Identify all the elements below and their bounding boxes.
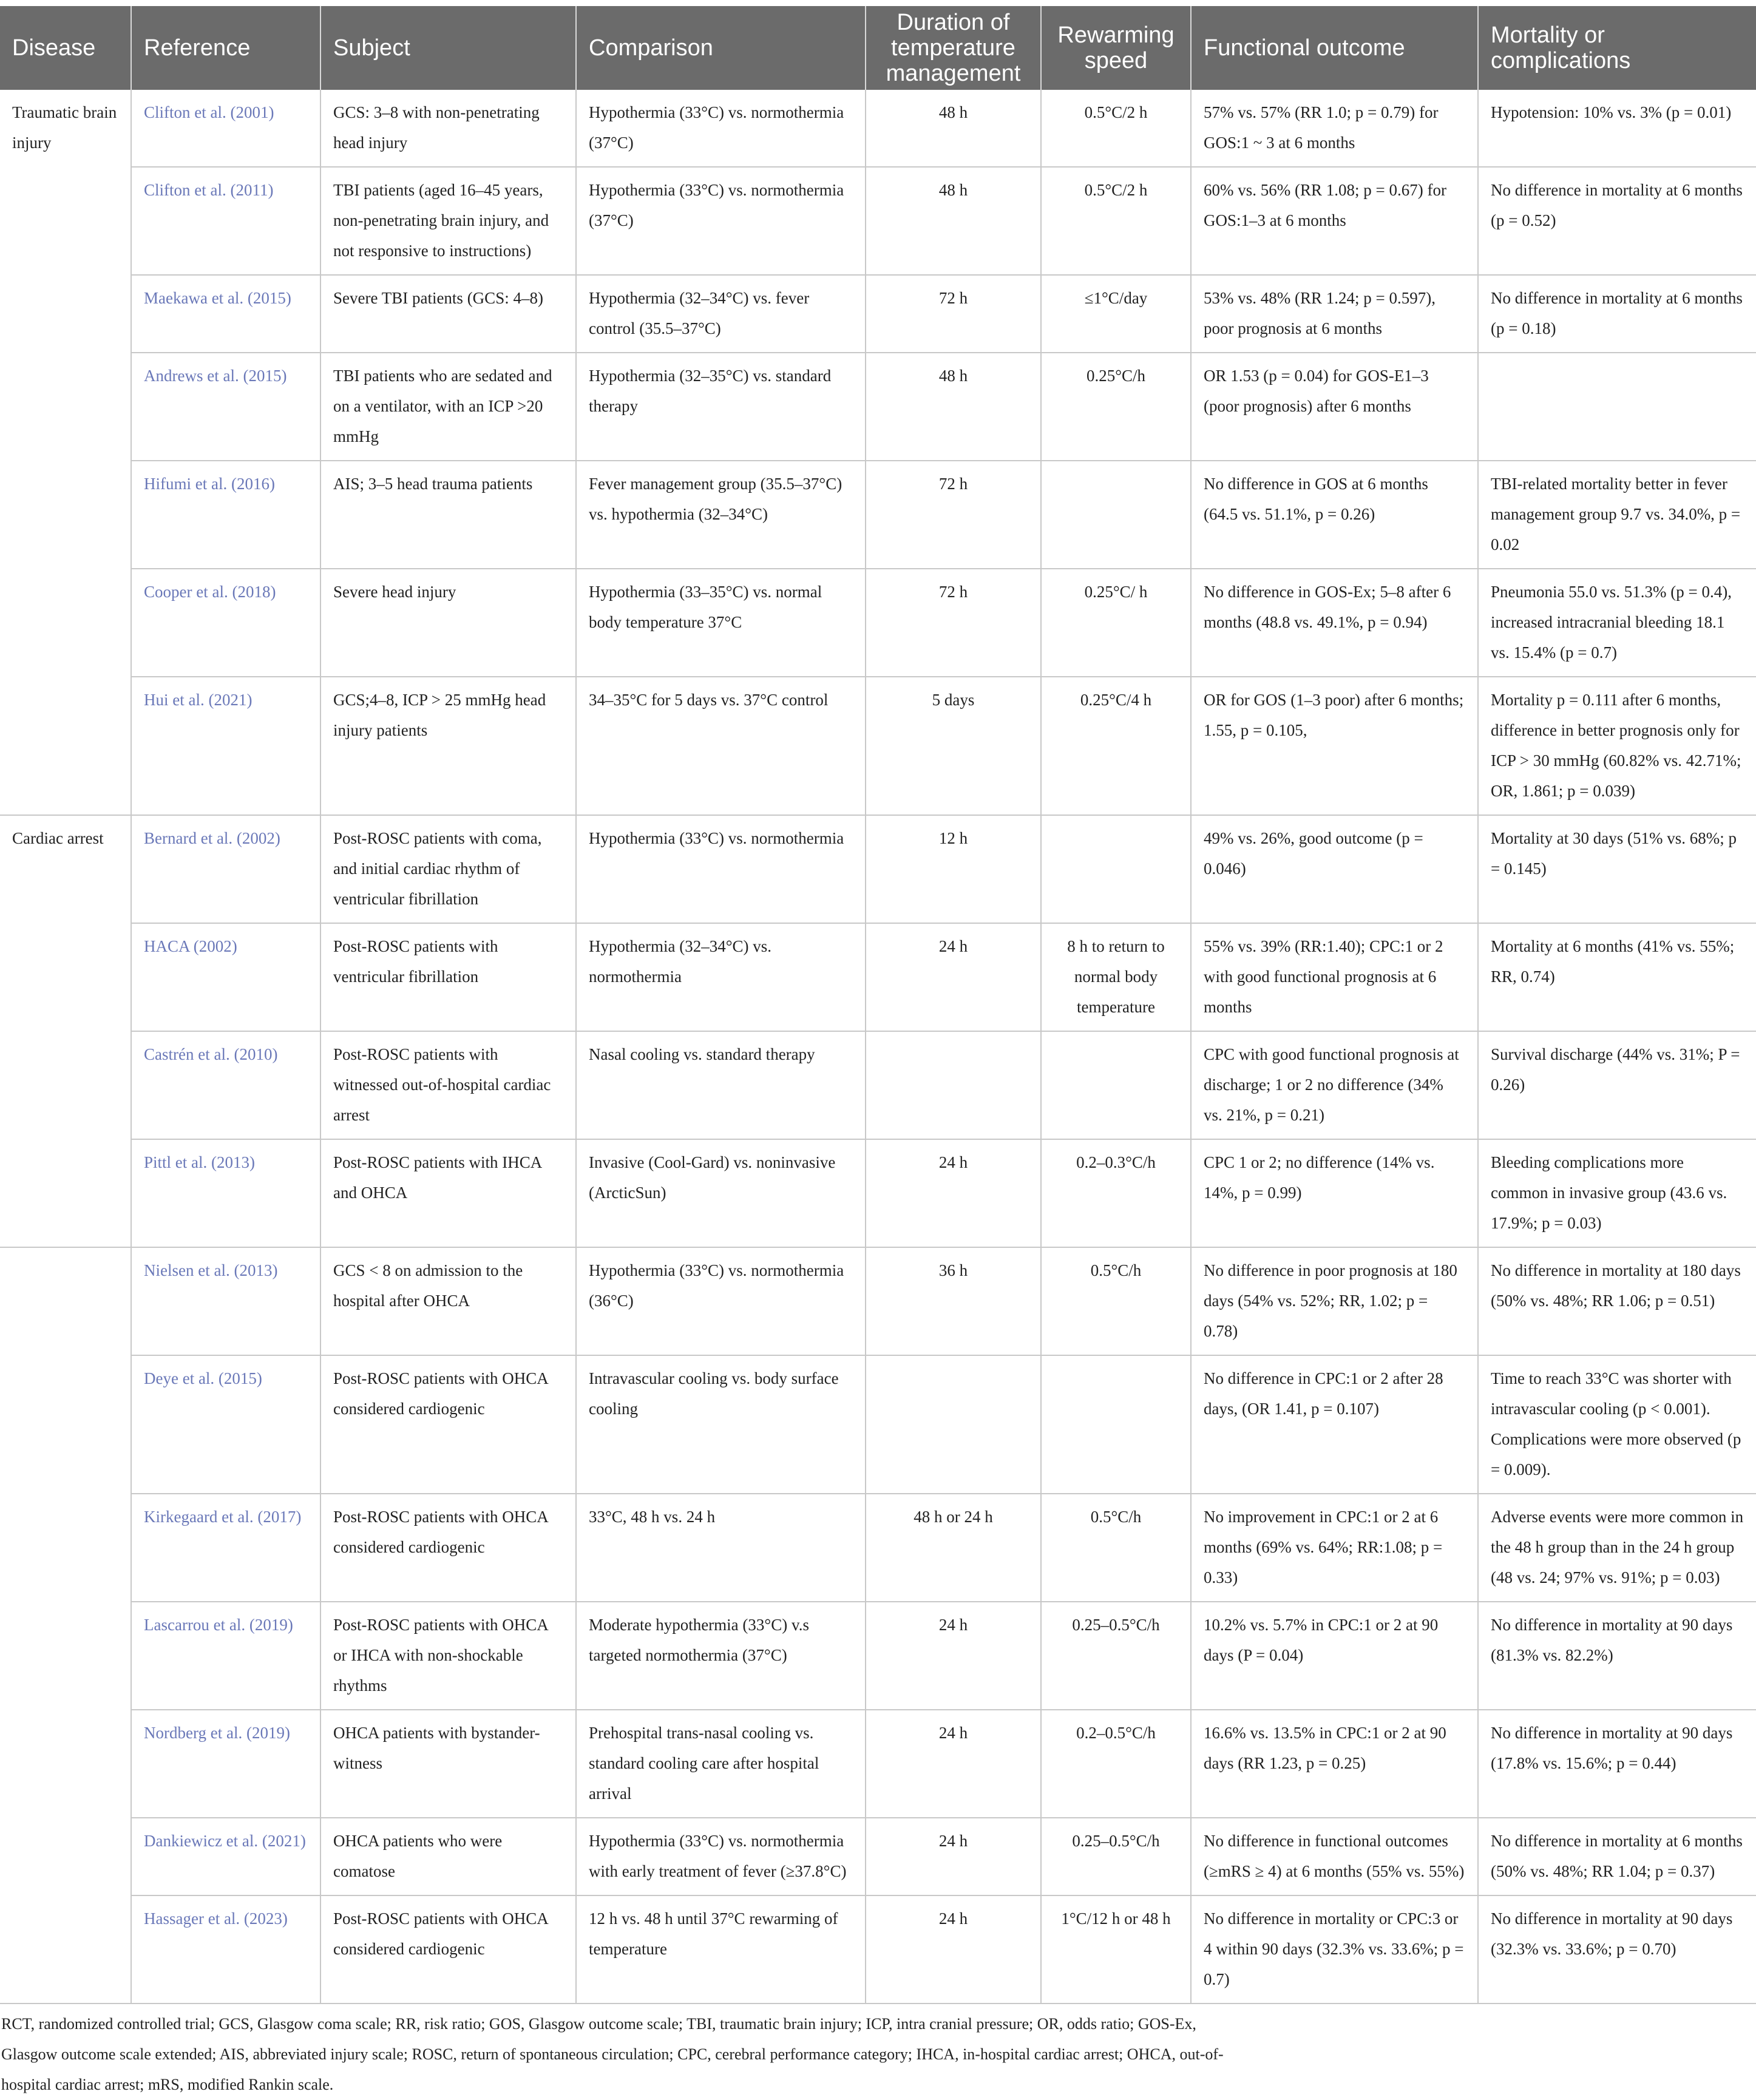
duration-cell: 48 h [866,353,1041,461]
mortality-cell: No difference in mortality at 6 months (p = 0.18) [1478,275,1756,353]
functional-cell: No difference in functional outcomes (≥mRS ≥ 4) at 6 months (55% vs. 55%) [1191,1818,1478,1895]
mortality-cell: Mortality at 6 months (41% vs. 55%; RR, 0.74) [1478,923,1756,1031]
table-row [0,815,1756,923]
functional-cell: No difference in CPC:1 or 2 after 28 days, (OR 1.41, p = 0.107) [1191,1355,1478,1494]
reference-link[interactable]: Hui et al. (2021) [131,677,320,815]
mortality-cell: Mortality p = 0.111 after 6 months, difference in better prognosis only for ICP > 30 mmHg (60.82% vs. 42.71%; OR, 1.861; p = 0.039) [1478,677,1756,815]
table-row [0,275,1756,353]
duration-cell: 72 h [866,275,1041,353]
duration-cell: 24 h [866,1710,1041,1818]
functional-cell: 10.2% vs. 5.7% in CPC:1 or 2 at 90 days (P = 0.04) [1191,1602,1478,1710]
disease-group-tbi: Traumatic brain injury [0,90,131,815]
reference-link[interactable]: Clifton et al. (2011) [131,167,320,275]
rewarming-cell: 0.25°C/ h [1041,569,1191,677]
mortality-cell: Survival discharge (44% vs. 31%; P = 0.26) [1478,1031,1756,1139]
mortality-cell [1478,353,1756,461]
mortality-cell: Mortality at 30 days (51% vs. 68%; p = 0.145) [1478,815,1756,923]
table-row [0,923,1756,1031]
header-duration: Duration of temperature management [866,6,1041,90]
subject-cell: GCS;4–8, ICP > 25 mmHg head injury patients [320,677,576,815]
header-mortality: Mortality or complications [1478,6,1756,90]
duration-cell: 24 h [866,1602,1041,1710]
comparison-cell: Invasive (Cool-Gard) vs. noninvasive (ArcticSun) [576,1139,866,1247]
reference-link[interactable]: Cooper et al. (2018) [131,569,320,677]
mortality-cell: Pneumonia 55.0 vs. 51.3% (p = 0.4), increased intracranial bleeding 18.1 vs. 15.4% (p = 0.7) [1478,569,1756,677]
comparison-cell: 34–35°C for 5 days vs. 37°C control [576,677,866,815]
rewarming-cell: 0.5°C/h [1041,1494,1191,1602]
rewarming-cell: 0.5°C/h [1041,1247,1191,1355]
header-disease: Disease [0,6,131,90]
header-reference: Reference [131,6,320,90]
mortality-cell: No difference in mortality at 90 days (32.3% vs. 33.6%; p = 0.70) [1478,1895,1756,2003]
duration-cell: 24 h [866,1895,1041,2003]
duration-cell [866,1355,1041,1494]
subject-cell: AIS; 3–5 head trauma patients [320,461,576,569]
duration-cell: 72 h [866,461,1041,569]
rewarming-cell: 0.25–0.5°C/h [1041,1818,1191,1895]
rewarming-cell: 1°C/12 h or 48 h [1041,1895,1191,2003]
duration-cell: 48 h [866,167,1041,275]
rewarming-cell: 0.25°C/4 h [1041,677,1191,815]
comparison-cell: Hypothermia (33°C) vs. normothermia (37°C) [576,167,866,275]
rewarming-cell: 0.5°C/2 h [1041,90,1191,167]
functional-cell: No improvement in CPC:1 or 2 at 6 months (69% vs. 64%; RR:1.08; p = 0.33) [1191,1494,1478,1602]
functional-cell: 49% vs. 26%, good outcome (p = 0.046) [1191,815,1478,923]
comparison-cell: Hypothermia (32–34°C) vs. normothermia [576,923,866,1031]
comparison-cell: Hypothermia (33°C) vs. normothermia with early treatment of fever (≥37.8°C) [576,1818,866,1895]
comparison-cell: Intravascular cooling vs. body surface cooling [576,1355,866,1494]
functional-cell: 53% vs. 48% (RR 1.24; p = 0.597), poor prognosis at 6 months [1191,275,1478,353]
table-row [0,1602,1756,1710]
mortality-cell: No difference in mortality at 6 months (50% vs. 48%; RR 1.04; p = 0.37) [1478,1818,1756,1895]
table-row [0,1031,1756,1139]
mortality-cell: Hypotension: 10% vs. 3% (p = 0.01) [1478,90,1756,167]
subject-cell: Severe TBI patients (GCS: 4–8) [320,275,576,353]
mortality-cell: Bleeding complications more common in invasive group (43.6 vs. 17.9%; p = 0.03) [1478,1139,1756,1247]
comparison-cell: 12 h vs. 48 h until 37°C rewarming of temperature [576,1895,866,2003]
reference-link[interactable]: Hassager et al. (2023) [131,1895,320,2003]
reference-link[interactable]: Hifumi et al. (2016) [131,461,320,569]
subject-cell: Post-ROSC patients with witnessed out-of-hospital cardiac arrest [320,1031,576,1139]
comparison-cell: Hypothermia (33–35°C) vs. normal body temperature 37°C [576,569,866,677]
reference-link[interactable]: Maekawa et al. (2015) [131,275,320,353]
duration-cell: 12 h [866,815,1041,923]
reference-link[interactable]: Deye et al. (2015) [131,1355,320,1494]
rewarming-cell [1041,815,1191,923]
subject-cell: Post-ROSC patients with OHCA considered cardiogenic [320,1355,576,1494]
table-row [0,1355,1756,1494]
mortality-cell: TBI-related mortality better in fever management group 9.7 vs. 34.0%, p = 0.02 [1478,461,1756,569]
duration-cell: 5 days [866,677,1041,815]
comparison-cell: Hypothermia (32–35°C) vs. standard therapy [576,353,866,461]
functional-cell: 55% vs. 39% (RR:1.40); CPC:1 or 2 with good functional prognosis at 6 months [1191,923,1478,1031]
reference-link[interactable]: Pittl et al. (2013) [131,1139,320,1247]
reference-link[interactable]: Castrén et al. (2010) [131,1031,320,1139]
table-row [0,1710,1756,1818]
functional-cell: CPC 1 or 2; no difference (14% vs. 14%, p = 0.99) [1191,1139,1478,1247]
rewarming-cell: 0.2–0.3°C/h [1041,1139,1191,1247]
functional-cell: OR for GOS (1–3 poor) after 6 months; 1.55, p = 0.105, [1191,677,1478,815]
duration-cell: 72 h [866,569,1041,677]
mortality-cell: Time to reach 33°C was shorter with intravascular cooling (p < 0.001). Complications were more observed (p = 0.009). [1478,1355,1756,1494]
rewarming-cell [1041,1031,1191,1139]
table-row [0,90,1756,167]
reference-link[interactable]: Bernard et al. (2002) [131,815,320,923]
reference-link[interactable]: Dankiewicz et al. (2021) [131,1818,320,1895]
subject-cell: Severe head injury [320,569,576,677]
subject-cell: TBI patients who are sedated and on a ventilator, with an ICP >20 mmHg [320,353,576,461]
table-row [0,1247,1756,1355]
duration-cell: 48 h [866,90,1041,167]
study-table [0,6,1756,2004]
comparison-cell: Hypothermia (33°C) vs. normothermia [576,815,866,923]
rewarming-cell [1041,1355,1191,1494]
functional-cell: CPC with good functional prognosis at discharge; 1 or 2 no difference (34% vs. 21%, p = 0.21) [1191,1031,1478,1139]
rewarming-cell: 0.25°C/h [1041,353,1191,461]
subject-cell: Post-ROSC patients with OHCA or IHCA with non-shockable rhythms [320,1602,576,1710]
functional-cell: No difference in GOS at 6 months (64.5 vs. 51.1%, p = 0.26) [1191,461,1478,569]
mortality-cell: No difference in mortality at 90 days (17.8% vs. 15.6%; p = 0.44) [1478,1710,1756,1818]
reference-link[interactable]: Lascarrou et al. (2019) [131,1602,320,1710]
rewarming-cell: ≤1°C/day [1041,275,1191,353]
functional-cell: 60% vs. 56% (RR 1.08; p = 0.67) for GOS:1–3 at 6 months [1191,167,1478,275]
mortality-cell: No difference in mortality at 180 days (50% vs. 48%; RR 1.06; p = 0.51) [1478,1247,1756,1355]
rewarming-cell: 0.5°C/2 h [1041,167,1191,275]
comparison-cell: Moderate hypothermia (33°C) v.s targeted normothermia (37°C) [576,1602,866,1710]
header-row [0,6,1756,90]
header-comparison: Comparison [576,6,866,90]
subject-cell: Post-ROSC patients with OHCA considered cardiogenic [320,1494,576,1602]
subject-cell: OHCA patients who were comatose [320,1818,576,1895]
rewarming-cell: 0.25–0.5°C/h [1041,1602,1191,1710]
comparison-cell: Prehospital trans-nasal cooling vs. standard cooling care after hospital arrival [576,1710,866,1818]
rewarming-cell: 8 h to return to normal body temperature [1041,923,1191,1031]
document-root [0,6,1756,2100]
header-rewarming: Rewarming speed [1041,6,1191,90]
subject-cell: Post-ROSC patients with IHCA and OHCA [320,1139,576,1247]
header-functional-outcome: Functional outcome [1191,6,1478,90]
reference-link[interactable]: Andrews et al. (2015) [131,353,320,461]
reference-link[interactable]: HACA (2002) [131,923,320,1031]
comparison-cell: Hypothermia (32–34°C) vs. fever control (35.5–37°C) [576,275,866,353]
duration-cell: 24 h [866,1818,1041,1895]
duration-cell: 36 h [866,1247,1041,1355]
reference-link[interactable]: Nielsen et al. (2013) [131,1247,320,1355]
functional-cell: 16.6% vs. 13.5% in CPC:1 or 2 at 90 days (RR 1.23, p = 0.25) [1191,1710,1478,1818]
table-row [0,1818,1756,1895]
disease-group-cardiac-arrest: Cardiac arrest [0,815,131,1247]
header-subject: Subject [320,6,576,90]
subject-cell: OHCA patients with bystander-witness [320,1710,576,1818]
functional-cell: No difference in GOS-Ex; 5–8 after 6 months (48.8 vs. 49.1%, p = 0.94) [1191,569,1478,677]
duration-cell: 24 h [866,923,1041,1031]
subject-cell: GCS: 3–8 with non-penetrating head injury [320,90,576,167]
table-row [0,167,1756,275]
comparison-cell: Fever management group (35.5–37°C) vs. hypothermia (32–34°C) [576,461,866,569]
duration-cell: 24 h [866,1139,1041,1247]
comparison-cell: Hypothermia (33°C) vs. normothermia (36°C) [576,1247,866,1355]
table-row [0,569,1756,677]
comparison-cell: Hypothermia (33°C) vs. normothermia (37°C) [576,90,866,167]
table-row [0,1895,1756,2003]
subject-cell: TBI patients (aged 16–45 years, non-penetrating brain injury, and not responsive to instructions) [320,167,576,275]
duration-cell: 48 h or 24 h [866,1494,1041,1602]
table-footnote: RCT, randomized controlled trial; GCS, Glasgow coma scale; RR, risk ratio; GOS, Glasgow outcome scale; TBI, traumatic brain injury; ICP, intra cranial pressure; OR, odds ratio; GOS-Ex, Glasgow outcome scale extended; AIS, abbreviated injury scale; ROSC, return of spontaneous circulation; CPC, cerebral performance category; IHCA, in-hospital cardiac arrest; OHCA, out-of-hospital cardiac arrest; mRS, modified Rankin scale. [1,2015,1224,2093]
rewarming-cell [1041,461,1191,569]
mortality-cell: Adverse events were more common in the 48 h group than in the 24 h group (48 vs. 24; 97% vs. 91%; p = 0.03) [1478,1494,1756,1602]
disease-group-unlabeled [0,1247,131,2003]
functional-cell: No difference in poor prognosis at 180 days (54% vs. 52%; RR, 1.02; p = 0.78) [1191,1247,1478,1355]
subject-cell: Post-ROSC patients with OHCA considered cardiogenic [320,1895,576,2003]
table-row [0,353,1756,461]
reference-link[interactable]: Nordberg et al. (2019) [131,1710,320,1818]
mortality-cell: No difference in mortality at 6 months (p = 0.52) [1478,167,1756,275]
table-row [0,1494,1756,1602]
functional-cell: 57% vs. 57% (RR 1.0; p = 0.79) for GOS:1 ~ 3 at 6 months [1191,90,1478,167]
subject-cell: Post-ROSC patients with coma, and initial cardiac rhythm of ventricular fibrillation [320,815,576,923]
table-row [0,677,1756,815]
duration-cell [866,1031,1041,1139]
comparison-cell: 33°C, 48 h vs. 24 h [576,1494,866,1602]
reference-link[interactable]: Clifton et al. (2001) [131,90,320,167]
table-row [0,1139,1756,1247]
table-row [0,461,1756,569]
functional-cell: No difference in mortality or CPC:3 or 4 within 90 days (32.3% vs. 33.6%; p = 0.7) [1191,1895,1478,2003]
rewarming-cell: 0.2–0.5°C/h [1041,1710,1191,1818]
subject-cell: Post-ROSC patients with ventricular fibrillation [320,923,576,1031]
comparison-cell: Nasal cooling vs. standard therapy [576,1031,866,1139]
subject-cell: GCS < 8 on admission to the hospital after OHCA [320,1247,576,1355]
functional-cell: OR 1.53 (p = 0.04) for GOS-E1–3 (poor prognosis) after 6 months [1191,353,1478,461]
reference-link[interactable]: Kirkegaard et al. (2017) [131,1494,320,1602]
mortality-cell: No difference in mortality at 90 days (81.3% vs. 82.2%) [1478,1602,1756,1710]
